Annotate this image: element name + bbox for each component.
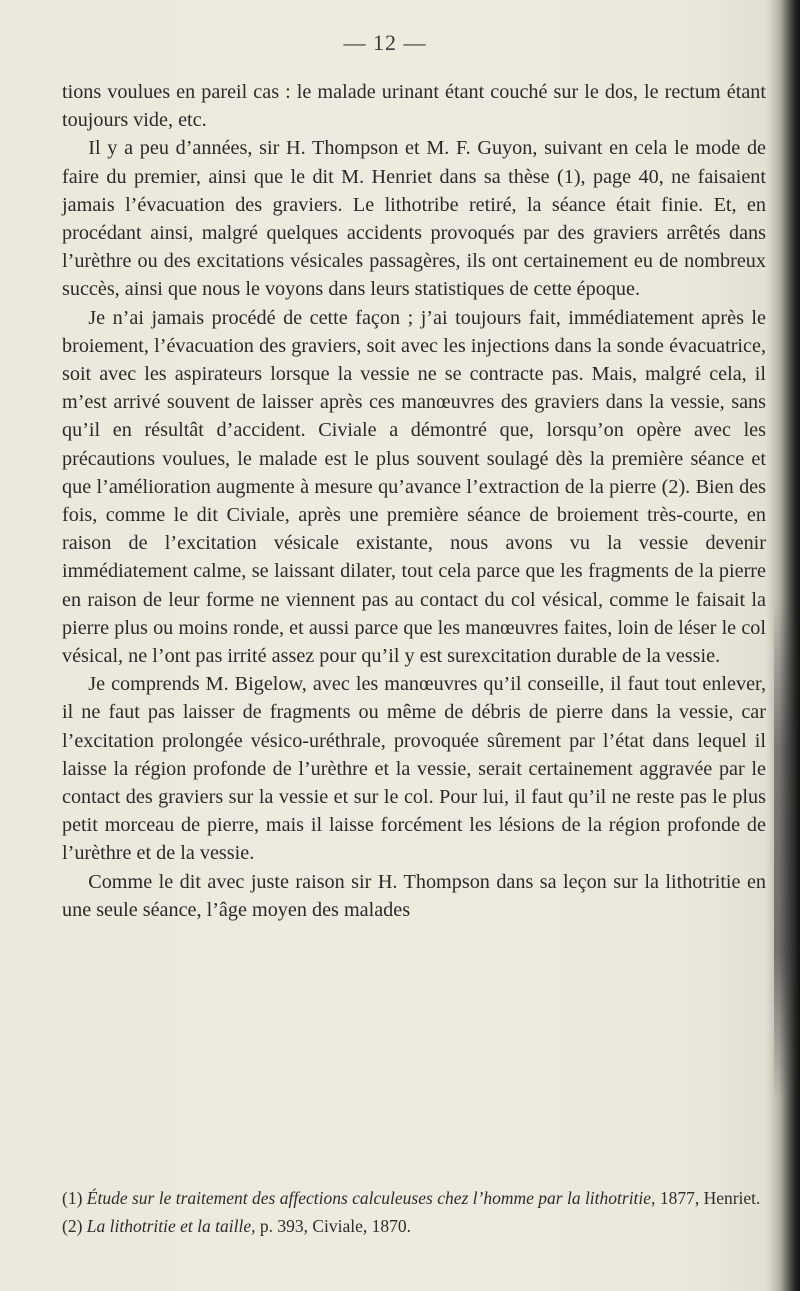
footnote-1-title: Étude sur le traitement des affections calculeuses chez l’homme par la lithotritie, (86, 1188, 656, 1208)
footnote-2-title: La lithotritie et la taille, (86, 1216, 256, 1236)
main-text (62, 78, 766, 924)
paragraph-1: tions voulues en pareil cas : le malade urinant étant couché sur le dos, le rectum étant toujours vide, etc. (62, 81, 766, 132)
binding-shadow (774, 600, 794, 1100)
page-number: — 12 — (343, 30, 427, 55)
footnote-2 (62, 1214, 766, 1238)
paragraph-4: Je comprends M. Bigelow, avec les manœuvres qu’il conseille, il faut tout enlever, il ne faut pas laisser de fragments ou même de débris de pierre dans la vessie, car l’excitation prolongée vésico-uréthrale, provoquée sûrement par l’état dans lequel il laisse la région profonde de l’urèthre et la vessie, serait certainement aggravée par le contact des graviers sur la vessie et sur le col. Pour lui, il faut qu’il ne reste pas le plus petit morceau de pierre, mais il laisse forcément les lésions de la région profonde de l’urèthre et de la vessie. (62, 673, 766, 865)
paragraph-2: Il y a peu d’années, sir H. Thompson et M. F. Guyon, suivant en cela le mode de faire du premier, ainsi que le dit M. Henriet dans sa thèse (1), page 40, ne faisaient jamais l’évacuation des graviers. Le lithotribe retiré, la séance était finie. Et, en procédant ainsi, malgré quelques accidents provoqués par des graviers arrêtés dans l’urèthre ou des excitations vésicales passagères, ils ont certainement eu de nombreux succès, ainsi que nous le voyons dans leurs statistiques de cette époque. (62, 137, 766, 301)
paragraph-5: Comme le dit avec juste raison sir H. Thompson dans sa leçon sur la lithotritie en une seule séance, l’âge moyen des malades (62, 870, 766, 921)
footnote-1-marker: (1) (62, 1188, 83, 1208)
footnote-2-rest: p. 393, Civiale, 1870. (255, 1216, 412, 1236)
footnote-2-marker: (2) (62, 1216, 83, 1236)
paragraph-3: Je n’ai jamais procédé de cette façon ; j’ai toujours fait, immédiatement après le broiement, l’évacuation des graviers, soit avec les injections dans la sonde évacuatrice, soit avec les aspirateurs lorsque la vessie ne se contracte pas. Mais, malgré cela, il m’est arrivé souvent de laisser après ces manœuvres des graviers dans la vessie, sans qu’il en résultât d’accident. Civiale a démontré que, lorsqu’on opère avec les précautions voulues, le malade est le plus souvent soulagé dès la première séance et que l’amélioration augmente à mesure qu’avance l’extraction de la pierre (2). Bien des fois, comme le dit Civiale, après une première séance de broiement très-courte, en raison de l’excitation vésicale existante, nous avons vu la vessie devenir immédiatement calme, se laissant dilater, tout cela parce que les fragments de la pierre en raison de leur forme ne viennent pas au contact du col vésical, comme le faisait la pierre plus ou moins ronde, et aussi parce que les manœuvres faites, loin de léser le col vésical, ne l’ont pas irrité assez pour qu’il y est surexcitation durable de la vessie. (62, 306, 766, 668)
footnote-1-rest: 1877, Henriet. (655, 1188, 761, 1208)
footnotes (62, 1186, 766, 1238)
footnote-1 (62, 1186, 766, 1210)
